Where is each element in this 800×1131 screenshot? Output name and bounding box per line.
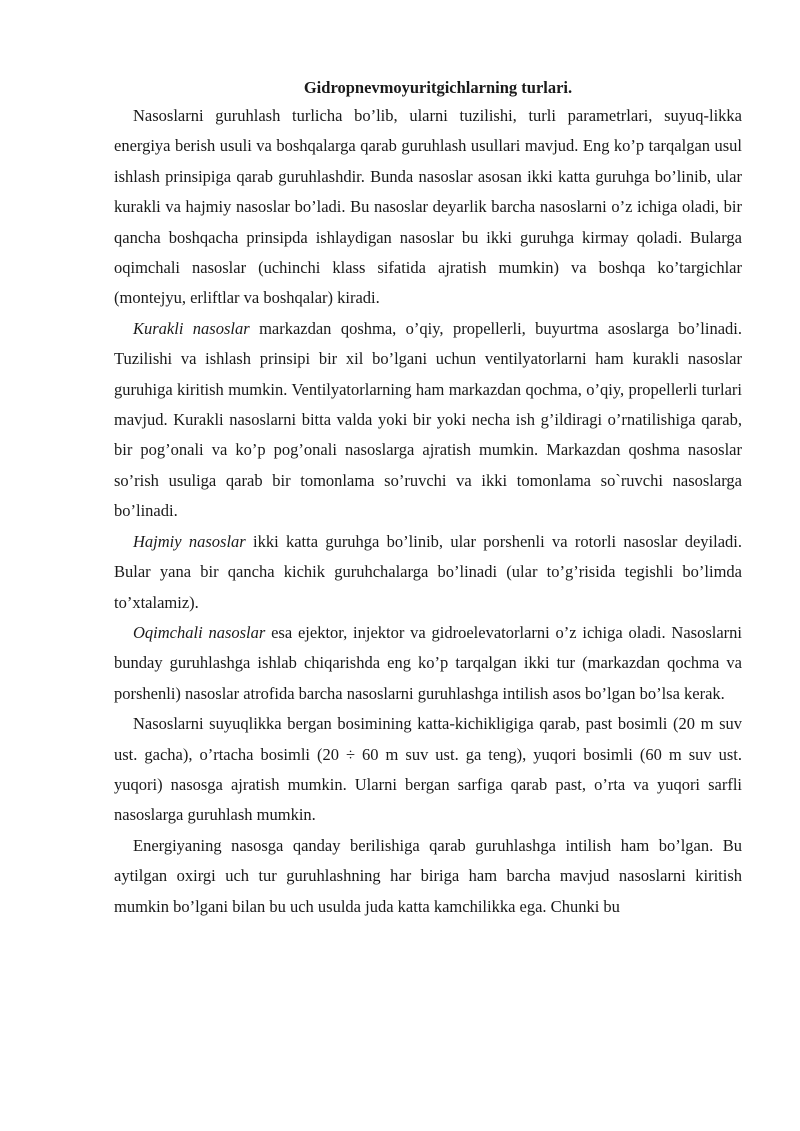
paragraph-2-italic: Kurakli nasoslar: [133, 318, 250, 338]
paragraph-5: [114, 709, 742, 831]
paragraph-2: [114, 314, 742, 527]
document-title: Gidropnevmoyuritgichlarning turlari.: [303, 78, 573, 97]
paragraph-2-text: markazdan qoshma, o’qiy, propellerli, buyurtma asoslarga bo’linadi. Tuzilishi va ishlash prinsipi bir xil bo’lgani uchun ventilyatorlarni ham kurakli nasoslar guruhiga kiritish mumkin. Ventilyatorlarning ham markazdan qochma, o’qiy, propellerli turlari mavjud. Kurakli nasoslarni bitta valda yoki bir yoki necha ish g’ildiragi o’rnatilishiga qarab, bir pog’onali va ko’p pog’onali nasoslarga ajratish mumkin. Markazdan qoshma nasoslar so’rish usuliga qarab bir tomonlama so’ruvchi va ikki tomonlama so`ruvchi nasoslarga bo’linadi.: [114, 318, 742, 521]
paragraph-3-text: ikki katta guruhga bo’linib, ular porshenli va rotorli nasoslar deyiladi. Bular yana bir qancha kichik guruhchalarga bo’linadi (ular to’g’risida tegishli bo’limda to’xtalamiz).: [114, 531, 742, 612]
paragraph-4-text: esa ejektor, injektor va gidroelevatorlarni o’z ichiga oladi. Nasoslarni bunday guruhlashga ishlab chiqarishda eng ko’p tarqalgan ikki tur (markazdan qochma va porshenli) nasoslar atrofida barcha nasoslarni guruhlashga intilish asos bo’lgan bo’lsa kerak.: [114, 622, 742, 703]
paragraph-3-italic: Hajmiy nasoslar: [133, 531, 246, 551]
paragraph-3: [114, 527, 742, 618]
paragraph-1: [114, 101, 742, 314]
document-page: [114, 74, 742, 922]
paragraph-4-italic: Oqimchali nasoslar: [133, 622, 266, 642]
paragraph-5-text: Nasoslarni suyuqlikka bergan bosimining katta-kichikligiga qarab, past bosimli (20 m suv ust. gacha), o’rtacha bosimli (20 ÷ 60 m suv ust. ga teng), yuqori bosimli (60 m suv ust. yuqori) nasosga ajratish mumkin. Ularni bergan sarfiga qarab past, o’rta va yuqori sarfli nasoslarga guruhlash mumkin.: [114, 714, 742, 825]
paragraph-4: [114, 618, 742, 709]
paragraph-6-text: Energiyaning nasosga qanday berilishiga qarab guruhlashga intilish ham bo’lgan. Bu aytilgan oxirgi uch tur guruhlashning har biriga ham barcha mavjud nasoslarni kiritish mumkin bo’lgani bilan bu uch usulda juda katta kamchilikka ega. Chunki bu: [114, 835, 742, 916]
paragraph-1-text: Nasoslarni guruhlash turlicha bo’lib, ularni tuzilishi, turli parametrlari, suyuq-likka energiya berish usuli va boshqalarga qarab guruhlash usullari mavjud. Eng ko’p tarqalgan usul ishlash prinsipiga qarab guruhlashdir. Bunda nasoslar asosan ikki katta guruhga bo’linib, ular kurakli va hajmiy nasoslar bo’ladi. Bu nasoslar deyarlik barcha nasoslarni o’z ichiga oladi, bir qancha boshqacha prinsipda ishlaydigan nasoslar bu ikki guruhga kirmay qoladi. Bularga oqimchali nasoslar (uchinchi klass sifatida ajratish mumkin) va boshqa ko’targichlar (montejyu, erliftlar va boshqalar) kiradi.: [114, 106, 742, 308]
paragraph-6: [114, 831, 742, 922]
